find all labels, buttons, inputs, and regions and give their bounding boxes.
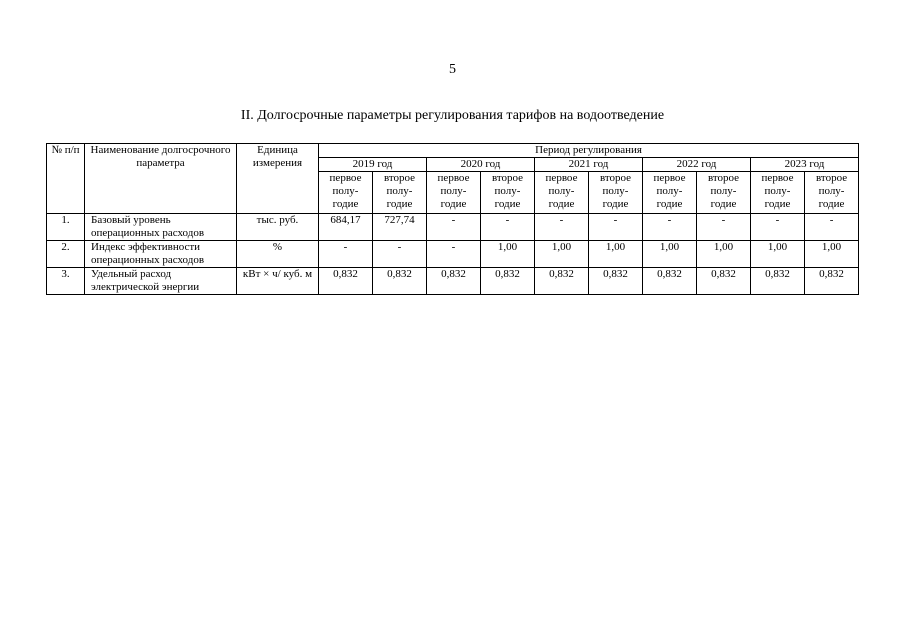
year-header: 2022 год <box>643 158 751 172</box>
row-num: 2. <box>47 241 85 268</box>
row-value: 0,832 <box>589 268 643 295</box>
row-value: 1,00 <box>697 241 751 268</box>
row-value: 1,00 <box>535 241 589 268</box>
row-unit: кВт × ч/ куб. м <box>237 268 319 295</box>
row-value: - <box>805 214 859 241</box>
year-header: 2021 год <box>535 158 643 172</box>
half-header: второе полу-годие <box>373 172 427 214</box>
row-value: 684,17 <box>319 214 373 241</box>
row-value: 0,832 <box>805 268 859 295</box>
half-header: первое полу-годие <box>751 172 805 214</box>
half-header: первое полу-годие <box>643 172 697 214</box>
half-header: второе полу-годие <box>589 172 643 214</box>
half-header: первое полу-годие <box>319 172 373 214</box>
header-row <box>47 144 859 158</box>
header-num: № п/п <box>47 144 85 214</box>
row-value: - <box>535 214 589 241</box>
row-value: - <box>427 214 481 241</box>
row-name: Базовый уровень операционных расходов <box>85 214 237 241</box>
row-value: 0,832 <box>697 268 751 295</box>
row-value: - <box>589 214 643 241</box>
year-header: 2023 год <box>751 158 859 172</box>
row-value: 0,832 <box>535 268 589 295</box>
row-value: - <box>481 214 535 241</box>
row-value: 0,832 <box>481 268 535 295</box>
year-header: 2020 год <box>427 158 535 172</box>
row-num: 1. <box>47 214 85 241</box>
row-unit: тыс. руб. <box>237 214 319 241</box>
header-unit: Единица измерения <box>237 144 319 214</box>
row-value: 1,00 <box>751 241 805 268</box>
table-row <box>47 214 859 241</box>
row-value: 0,832 <box>751 268 805 295</box>
table-row <box>47 241 859 268</box>
row-value: 1,00 <box>643 241 697 268</box>
row-num: 3. <box>47 268 85 295</box>
half-header: второе полу-годие <box>805 172 859 214</box>
table-row <box>47 268 859 295</box>
page-number: 5 <box>449 62 456 77</box>
row-value: 1,00 <box>481 241 535 268</box>
parameters-table <box>46 143 859 295</box>
half-header: второе полу-годие <box>481 172 535 214</box>
row-value: - <box>373 241 427 268</box>
row-name: Удельный расход электрической энергии <box>85 268 237 295</box>
year-header: 2019 год <box>319 158 427 172</box>
row-value: 1,00 <box>589 241 643 268</box>
row-value: 0,832 <box>319 268 373 295</box>
row-unit: % <box>237 241 319 268</box>
header-name: Наименование долгосрочного параметра <box>85 144 237 214</box>
row-value: 0,832 <box>373 268 427 295</box>
row-value: - <box>643 214 697 241</box>
half-header: второе полу-годие <box>697 172 751 214</box>
section-heading: II. Долгосрочные параметры регулирования тарифов на водоотведение <box>240 108 665 123</box>
header-period: Период регулирования <box>319 144 859 158</box>
half-header: первое полу-годие <box>427 172 481 214</box>
row-value: 727,74 <box>373 214 427 241</box>
row-value: 0,832 <box>427 268 481 295</box>
half-header: первое полу-годие <box>535 172 589 214</box>
row-value: - <box>751 214 805 241</box>
row-value: - <box>697 214 751 241</box>
row-name: Индекс эффективности операционных расходов <box>85 241 237 268</box>
row-value: 0,832 <box>643 268 697 295</box>
row-value: - <box>427 241 481 268</box>
row-value: 1,00 <box>805 241 859 268</box>
row-value: - <box>319 241 373 268</box>
